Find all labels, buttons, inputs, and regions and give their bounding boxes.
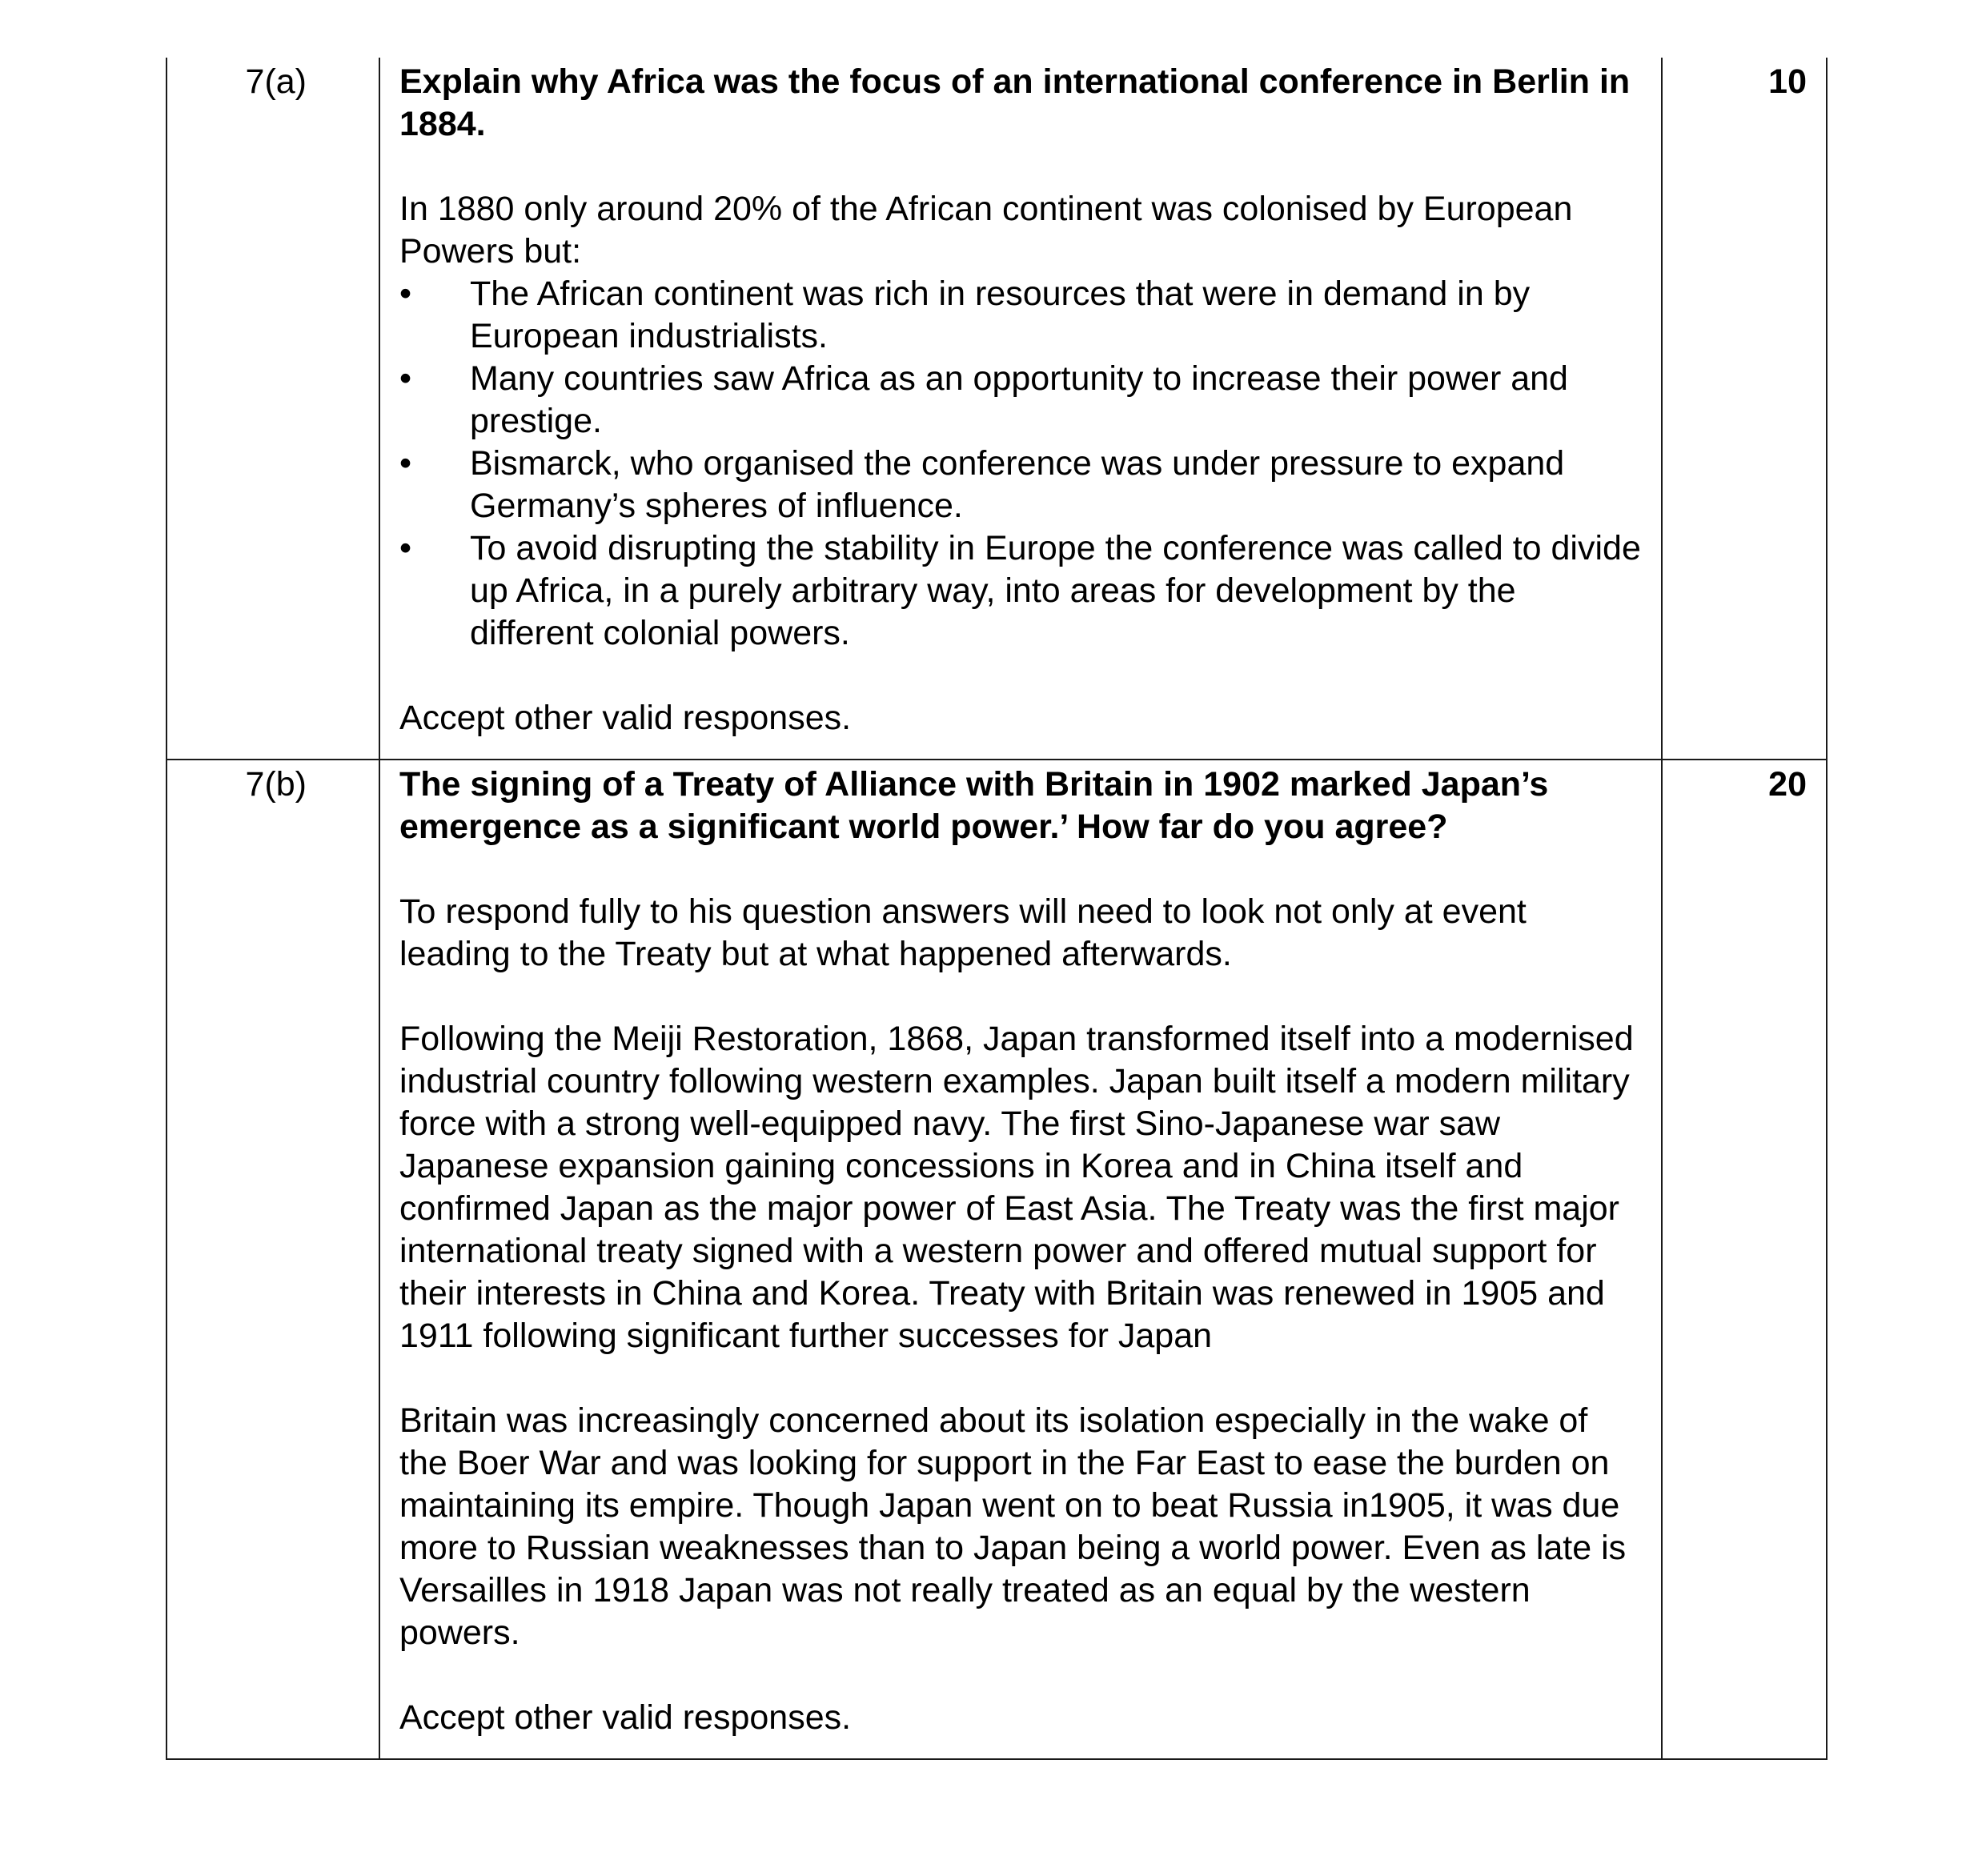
list-item <box>399 443 1645 527</box>
question-text: The signing of a Treaty of Alliance with Britain in 1902 marked Japan’s emergence as a significant world power.’ How far do you agree? <box>399 765 1549 846</box>
table-row-7a <box>167 58 1827 760</box>
bullet-text: To avoid disrupting the stability in Europe the conference was called to divide up Africa, in a purely arbitrary way, into areas for development by the different colonial powers. <box>470 529 1641 652</box>
marks-value: 10 <box>1662 58 1827 760</box>
bullet-text: Bismarck, who organised the conference was under pressure to expand Germany’s spheres of influence. <box>470 444 1565 525</box>
answer-paragraph: Following the Meiji Restoration, 1868, Japan transformed itself into a modernised industrial country following western examples. Japan built itself a modern military force with a strong well-equipped navy. The first Sino-Japanese war saw Japanese expansion gaining concessions in Korea and in China itself and confirmed Japan as the major power of East Asia. The Treaty was the first major international treaty signed with a western power and offered mutual support for their interests in China and Korea. Treaty with Britain was renewed in 1905 and 1911 following significant further successes for Japan <box>399 1020 1634 1355</box>
answer-cell <box>379 760 1662 1759</box>
bullet-text: The African continent was rich in resources that were in demand in by European industrialists. <box>470 275 1531 355</box>
mark-scheme-table <box>166 58 1828 1760</box>
bullet-icon: • <box>399 275 412 313</box>
answer-paragraph: To respond fully to his question answers will need to look not only at event leading to the Treaty but at what happened afterwards. <box>399 892 1527 973</box>
question-text: Explain why Africa was the focus of an international conference in Berlin in 1884. <box>399 62 1631 143</box>
answer-cell <box>379 58 1662 760</box>
closing-note: Accept other valid responses. <box>399 1698 852 1737</box>
list-item <box>399 527 1645 655</box>
intro-paragraph: In 1880 only around 20% of the African continent was colonised by European Powers but: <box>399 190 1573 271</box>
table-row-7b <box>167 760 1827 1759</box>
closing-note: Accept other valid responses. <box>399 699 852 737</box>
answer-paragraph: Britain was increasingly concerned about its isolation especially in the wake of the Boer War and was looking for support in the Far East to ease the burden on maintaining its empire. Though Japan went on to beat Russia in1905, it was due more to Russian weaknesses than to Japan being a world power. Even as late is Versailles in 1918 Japan was not really treated as an equal by the western powers. <box>399 1401 1627 1652</box>
bullet-text: Many countries saw Africa as an opportunity to increase their power and prestige. <box>470 359 1568 440</box>
bullet-icon: • <box>399 359 412 398</box>
question-number: 7(a) <box>167 58 379 760</box>
list-item <box>399 273 1645 358</box>
question-number: 7(b) <box>167 760 379 1759</box>
marks-value: 20 <box>1662 760 1827 1759</box>
list-item <box>399 358 1645 443</box>
bullet-icon: • <box>399 529 412 567</box>
bullet-list <box>399 273 1645 655</box>
bullet-icon: • <box>399 444 412 483</box>
